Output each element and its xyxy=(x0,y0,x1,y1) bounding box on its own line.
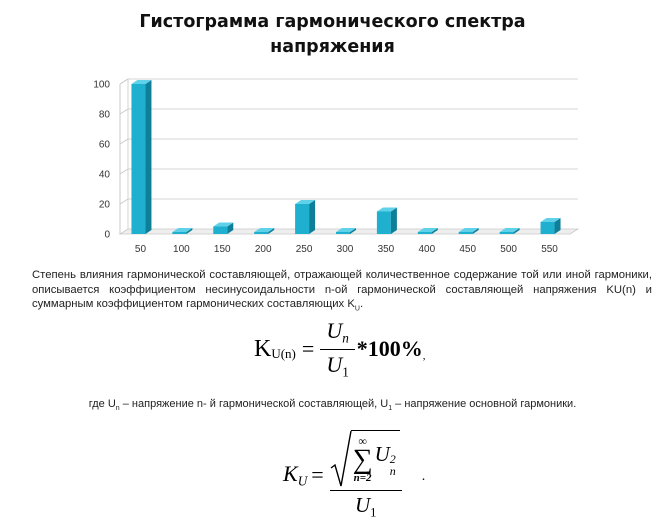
x-tick-label: 400 xyxy=(418,244,436,255)
formula1-lhs: K xyxy=(254,335,272,362)
formula1-den: U xyxy=(326,351,343,377)
formula1-num: U xyxy=(326,318,343,343)
note-line xyxy=(0,398,665,412)
note-part-1: где U xyxy=(88,398,116,410)
formula1-fraction xyxy=(320,318,354,380)
formula2-term: U xyxy=(374,442,390,466)
sum-icon: ∑ xyxy=(352,444,373,475)
gridline-side xyxy=(120,199,128,204)
bar-front xyxy=(336,232,350,234)
y-tick-label: 100 xyxy=(93,79,110,91)
x-tick-label: 500 xyxy=(500,244,517,255)
bar-side xyxy=(145,80,151,234)
bar-front xyxy=(295,204,309,234)
formula2-lhs: K xyxy=(283,460,298,486)
formula1-comma: , xyxy=(422,350,426,363)
x-tick-label: 550 xyxy=(541,244,558,255)
description-end: . xyxy=(359,298,364,310)
y-tick-label: 20 xyxy=(98,199,110,211)
note-sub-1: n xyxy=(115,405,120,413)
formula2-eq: = xyxy=(311,462,324,488)
formula2-den: U xyxy=(354,493,371,517)
note-part-2: – напряжение n- й гармонической составляющей, U xyxy=(119,398,389,410)
note-sub-2: 1 xyxy=(388,405,393,413)
formula1-eq: = xyxy=(301,336,315,362)
gridline-side xyxy=(120,169,128,174)
formula-ku xyxy=(283,430,425,520)
y-tick-label: 60 xyxy=(98,139,110,151)
gridline-side xyxy=(120,109,128,114)
x-tick-label: 250 xyxy=(295,244,313,255)
formula1-den-sub: 1 xyxy=(342,364,349,380)
y-tick-label: 40 xyxy=(98,169,110,181)
title-line-2: напряжения xyxy=(270,37,395,57)
y-tick-label: 80 xyxy=(98,109,110,121)
bar-front xyxy=(541,222,555,234)
x-tick-label: 100 xyxy=(173,244,190,255)
title-line-1: Гистограмма гармонического спектра xyxy=(139,12,526,32)
bar-front xyxy=(254,232,268,234)
bar-front xyxy=(131,84,145,234)
formula1-num-sub: n xyxy=(342,330,349,346)
formula2-lhs-sub: U xyxy=(297,473,308,489)
bar-front xyxy=(500,232,514,234)
gridline-side xyxy=(120,139,128,144)
formula2-fraction xyxy=(330,430,402,520)
sum-upper: ∞ xyxy=(358,434,367,448)
formula2-dot: . xyxy=(421,469,426,485)
gridline-side xyxy=(120,79,128,84)
description-sub: U xyxy=(354,305,360,313)
note-part-3: – напряжение основной гармоники. xyxy=(392,398,577,410)
bar-front xyxy=(418,232,432,234)
x-tick-label: 150 xyxy=(213,244,231,255)
bar-front xyxy=(377,212,391,235)
bar-side xyxy=(309,200,315,234)
sqrt-sign xyxy=(330,430,352,488)
formula-ku-n xyxy=(254,318,426,380)
bar-front xyxy=(213,227,227,235)
harmonic-spectrum-chart xyxy=(70,72,590,262)
page-title xyxy=(0,10,665,60)
formula1-tail: *100% xyxy=(356,336,423,362)
formula1-lhs-sub: U(n) xyxy=(271,346,296,362)
y-tick-label: 0 xyxy=(104,229,110,241)
description-text: Степень влияния гармонической составляющей, отражающей количественное содержание той или иной гармоники, описывается коэффициентом несинусоидальности n-ой гармонической составляющей напряжения KU(n) и суммарным коэффициентом гармонических составляющих K xyxy=(32,269,652,310)
x-tick-label: 50 xyxy=(134,244,147,255)
x-tick-label: 350 xyxy=(377,244,395,255)
formula2-term-sub: n xyxy=(389,464,396,478)
formula2-term-sup: 2 xyxy=(389,452,396,466)
bar-front xyxy=(172,232,186,234)
description-paragraph xyxy=(32,268,652,317)
bar-front xyxy=(459,232,473,234)
formula2-den-sub: 1 xyxy=(370,505,377,520)
sum-lower: n=2 xyxy=(353,472,372,484)
x-tick-label: 200 xyxy=(254,244,272,255)
x-tick-label: 450 xyxy=(459,244,477,255)
x-tick-label: 300 xyxy=(336,244,354,255)
bar-side xyxy=(391,208,397,235)
